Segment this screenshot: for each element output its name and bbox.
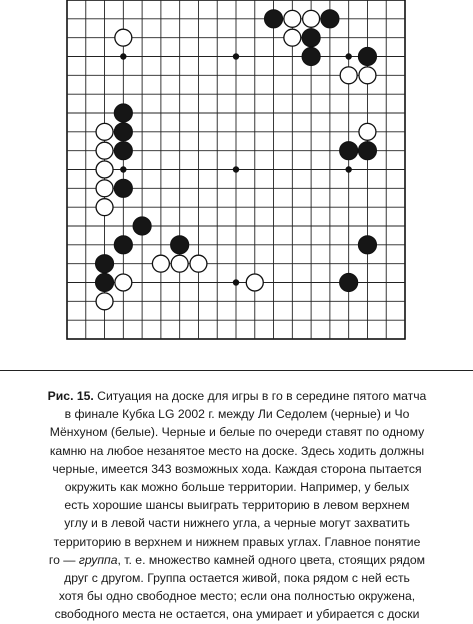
white-stone xyxy=(96,180,113,197)
white-stone xyxy=(171,255,188,272)
star-point xyxy=(233,166,239,172)
caption-line-10: го — группа, т. е. множество камней одного цвета, стоящих рядом xyxy=(48,552,426,567)
star-point xyxy=(233,279,239,285)
star-point xyxy=(120,166,126,172)
white-stone xyxy=(190,255,207,272)
black-stone xyxy=(114,179,132,197)
white-stone xyxy=(115,274,132,291)
white-stone xyxy=(96,123,113,140)
white-stone xyxy=(359,67,376,84)
caption-line-5: черные, имеется 343 возможных хода. Каждая сторона пытается xyxy=(52,461,422,476)
star-point xyxy=(233,53,239,59)
white-stone xyxy=(96,199,113,216)
black-stone xyxy=(321,10,339,28)
white-stone xyxy=(96,142,113,159)
black-stone xyxy=(114,123,132,141)
white-stone xyxy=(284,10,301,27)
white-stone xyxy=(359,123,376,140)
white-stone xyxy=(284,29,301,46)
black-stone xyxy=(95,255,113,273)
figure-caption xyxy=(22,387,452,624)
black-stone xyxy=(358,47,376,65)
black-stone xyxy=(114,104,132,122)
white-stone xyxy=(115,29,132,46)
black-stone xyxy=(302,29,320,47)
term-group: группа xyxy=(78,552,118,567)
white-stone xyxy=(152,255,169,272)
white-stone xyxy=(96,293,113,310)
black-stone xyxy=(114,142,132,160)
star-point xyxy=(345,166,351,172)
black-stone xyxy=(171,236,189,254)
white-stone xyxy=(96,161,113,178)
black-stone xyxy=(340,273,358,291)
caption-line-2: в финале Кубка LG 2002 г. между Ли Седолем (черные) и Чо xyxy=(64,407,410,422)
caption-line-6: окружить как можно больше территории. Например, у белых xyxy=(64,480,410,495)
caption-line-4: камню на любое незанятое место на доске. Здесь ходить должны xyxy=(49,443,425,458)
caption-line-8: углу и в левой части нижнего угла, а черные могут захватить xyxy=(64,516,410,531)
black-stone xyxy=(340,142,358,160)
black-stone xyxy=(302,47,320,65)
caption-line-3: Мёнхуном (белые). Черные и белые по очереди ставят по одному xyxy=(49,425,425,440)
star-point xyxy=(345,53,351,59)
white-stone xyxy=(340,67,357,84)
caption-line-1: Рис. 15. Ситуация на доске для игры в го в середине пятого матча xyxy=(47,389,427,403)
figure-label: Рис. 15. xyxy=(47,389,94,403)
black-stone xyxy=(264,10,282,28)
star-point xyxy=(120,53,126,59)
black-stone xyxy=(114,236,132,254)
white-stone xyxy=(246,274,263,291)
black-stone xyxy=(358,142,376,160)
caption-line-9: территорию в верхнем и нижнем правых углах. Главное понятие xyxy=(53,534,421,549)
caption-line-11: друг с другом. Группа остается живой, пока рядом с ней есть xyxy=(64,571,410,586)
caption-divider xyxy=(0,370,473,371)
black-stone xyxy=(95,273,113,291)
black-stone xyxy=(358,236,376,254)
white-stone xyxy=(303,10,320,27)
caption-line-7: есть хорошие шансы выиграть территорию в левом верхнем xyxy=(64,498,410,513)
caption-line-12: хотя бы одно свободное место; если она полностью окружена, xyxy=(58,589,416,604)
black-stone xyxy=(133,217,151,235)
caption-line-13: свободного места не остается, она умирает и убирается с доски xyxy=(54,607,420,622)
